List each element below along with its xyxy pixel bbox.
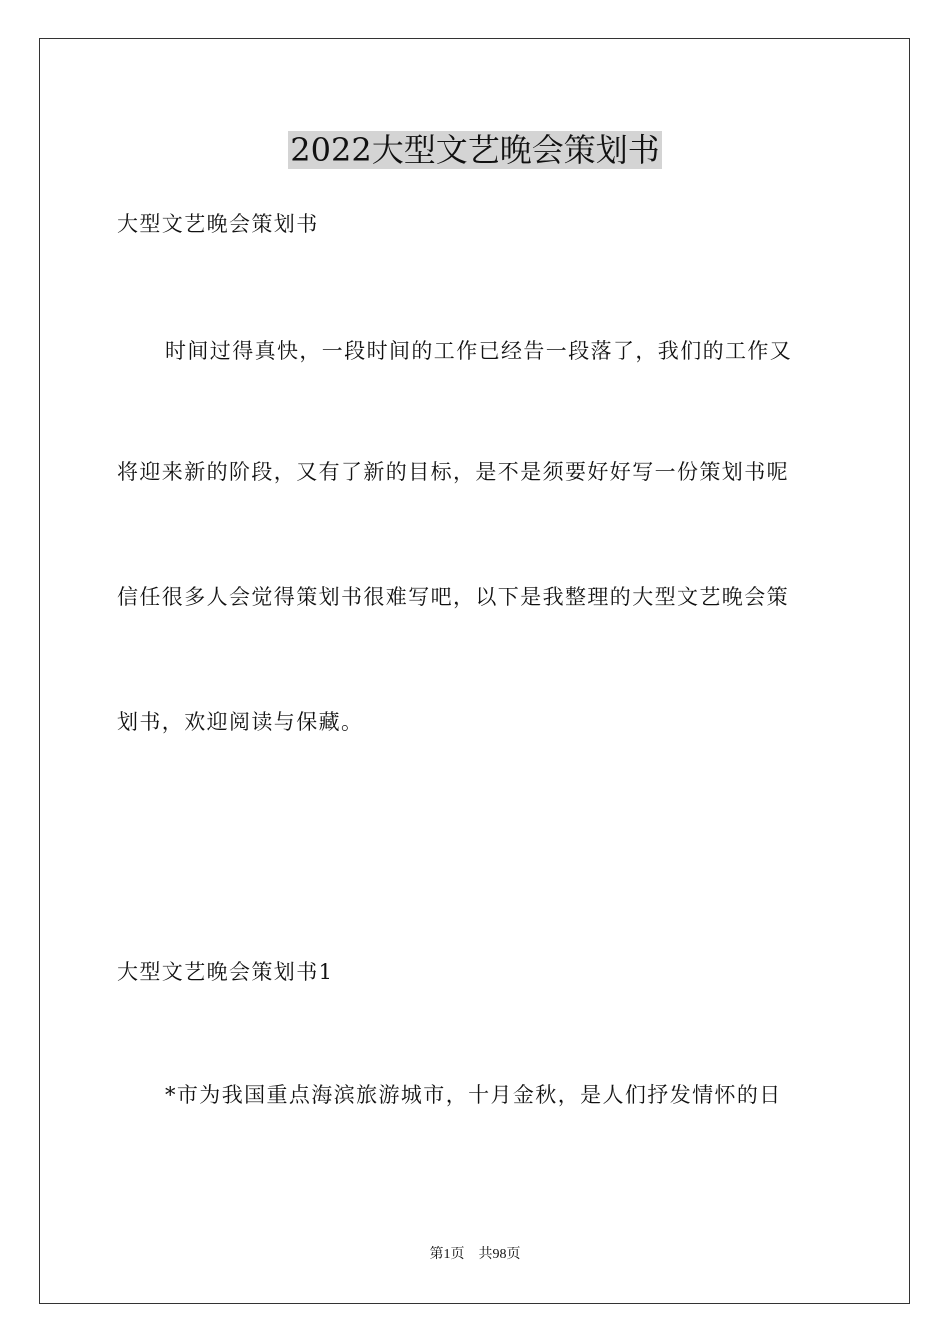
section-heading: 大型文艺晚会策划书1 [117, 960, 334, 984]
intro-line-1: 时间过得真快，一段时间的工作已经告一段落了，我们的工作又 [165, 339, 793, 363]
document-title [0, 128, 950, 172]
subheading: 大型文艺晚会策划书 [117, 212, 319, 236]
section-line-1: *市为我国重点海滨旅游城市，十月金秋，是人们抒发情怀的日 [165, 1083, 782, 1107]
page-footer: 第1页 共98页 [429, 1247, 521, 1262]
document-title-text: 2022大型文艺晚会策划书 [290, 131, 660, 169]
intro-line-2: 将迎来新的阶段，又有了新的目标，是不是须要好好写一份策划书呢 [117, 460, 789, 484]
intro-line-3: 信任很多人会觉得策划书很难写吧，以下是我整理的大型文艺晚会策 [117, 585, 789, 609]
intro-line-4: 划书，欢迎阅读与保藏。 [117, 710, 364, 734]
